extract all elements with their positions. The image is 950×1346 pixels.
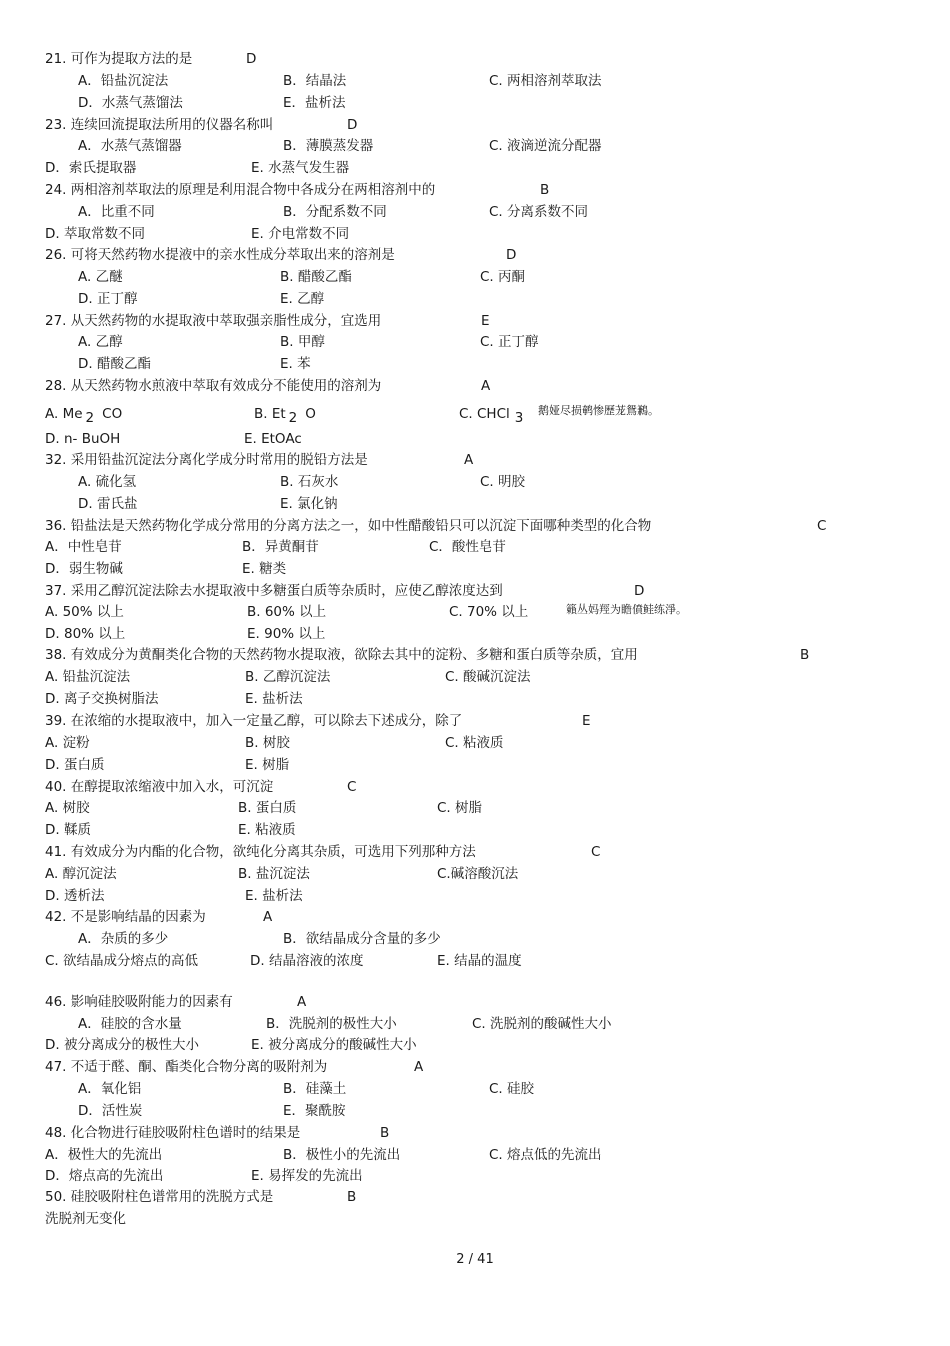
option-39-c: C. 粘液质 xyxy=(445,735,504,751)
option-46-b: B．洗脱剂的极性大小 xyxy=(266,1016,397,1032)
question-24: 24. 两相溶剂萃取法的原理是利用混合物中各成分在两相溶剂中的 xyxy=(45,182,436,198)
option-37-c: C. 70% 以上 xyxy=(449,604,529,620)
option-36-c: C．酸性皂苷 xyxy=(429,539,506,555)
question-27: 27. 从天然药物的水提取液中萃取强亲脂性成分，宜选用 xyxy=(45,313,382,329)
option-47-e: E．聚酰胺 xyxy=(283,1103,346,1119)
note-28: 鹅娅尽损鹌惨歷茏鴛鶼。 xyxy=(538,404,659,417)
option-32-e: E. 氯化钠 xyxy=(280,496,338,512)
option-28-a-label: A. Me xyxy=(45,406,83,422)
option-48-c: C. 熔点低的先流出 xyxy=(489,1147,602,1163)
option-32-d: D. 雷氏盐 xyxy=(78,496,138,512)
option-28-b-label: B. Et xyxy=(254,406,286,422)
option-36-d: D．弱生物碱 xyxy=(45,561,123,577)
option-48-a: A．极性大的先流出 xyxy=(45,1147,163,1163)
option-38-b: B. 乙醇沉淀法 xyxy=(245,669,331,685)
option-37-b: B. 60% 以上 xyxy=(247,604,327,620)
option-26-a: A. 乙醚 xyxy=(78,269,123,285)
option-38-a: A. 铅盐沉淀法 xyxy=(45,669,131,685)
question-50: 50. 硅胶吸附柱色谱常用的洗脱方式是 xyxy=(45,1189,274,1205)
option-38-c: C. 酸碱沉淀法 xyxy=(445,669,531,685)
option-26-b: B. 醋酸乙酯 xyxy=(280,269,352,285)
answer-48: B xyxy=(380,1125,390,1141)
option-27-a: A. 乙醇 xyxy=(78,334,123,350)
option-28-b xyxy=(254,405,316,426)
question-26: 26. 可将天然药物水提液中的亲水性成分萃取出来的溶剂是 xyxy=(45,247,395,263)
question-42: 42. 不是影响结晶的因素为 xyxy=(45,909,206,925)
option-28-a xyxy=(45,405,123,426)
option-37-a: A. 50% 以上 xyxy=(45,604,124,620)
option-40-c: C. 树脂 xyxy=(437,800,483,816)
option-32-c: C. 明胶 xyxy=(480,474,526,490)
answer-24: B xyxy=(540,182,550,198)
option-28-c-subscript: 3 xyxy=(514,410,524,426)
page-number: 2 / 41 xyxy=(456,1252,494,1267)
option-46-c: C. 洗脱剂的酸碱性大小 xyxy=(472,1016,612,1032)
option-39-d: D. 蛋白质 xyxy=(45,757,105,773)
answer-36: C xyxy=(817,518,827,534)
answer-23: D xyxy=(347,117,358,133)
answer-32: A xyxy=(464,452,474,468)
option-47-b: B．硅藻土 xyxy=(283,1081,347,1097)
option-42-c: C. 欲结晶成分熔点的高低 xyxy=(45,953,199,969)
question-47: 47. 不适于醛、酮、酯类化合物分离的吸附剂为 xyxy=(45,1059,328,1075)
question-32: 32. 采用铅盐沉淀法分离化学成分时常用的脱铅方法是 xyxy=(45,452,368,468)
option-26-c: C. 丙酮 xyxy=(480,269,526,285)
option-40-d: D. 鞣质 xyxy=(45,822,91,838)
option-42-a: A．杂质的多少 xyxy=(78,931,169,947)
option-48-b: B．极性小的先流出 xyxy=(283,1147,401,1163)
option-28-a-subscript: 2 xyxy=(85,410,95,426)
option-47-a: A．氧化铝 xyxy=(78,1081,142,1097)
answer-27: E xyxy=(481,313,490,329)
option-47-c: C. 硅胶 xyxy=(489,1081,535,1097)
answer-38: B xyxy=(800,647,810,663)
option-36-a: A．中性皂苷 xyxy=(45,539,122,555)
option-21-e: E．盐析法 xyxy=(283,95,346,111)
option-38-d: D. 离子交换树脂法 xyxy=(45,691,159,707)
option-39-a: A. 淀粉 xyxy=(45,735,90,751)
answer-37: D xyxy=(634,583,645,599)
option-41-c: C.碱溶酸沉法 xyxy=(437,866,519,882)
option-27-d: D. 醋酸乙酯 xyxy=(78,356,151,372)
option-24-b: B．分配系数不同 xyxy=(283,204,387,220)
option-24-c: C. 分离系数不同 xyxy=(489,204,589,220)
option-21-b: B．结晶法 xyxy=(283,73,347,89)
option-26-d: D. 正丁醇 xyxy=(78,291,138,307)
question-41: 41. 有效成分为内酯的化合物，欲纯化分离其杂质，可选用下列那种方法 xyxy=(45,844,476,860)
question-28: 28. 从天然药物水煎液中萃取有效成分不能使用的溶剂为 xyxy=(45,378,382,394)
option-23-d: D．索氏提取器 xyxy=(45,160,137,176)
option-28-a-rest: CO xyxy=(102,406,123,422)
option-23-a: A．水蒸气蒸馏器 xyxy=(78,138,182,154)
option-41-b: B. 盐沉淀法 xyxy=(238,866,310,882)
question-39: 39. 在浓缩的水提取液中，加入一定量乙醇，可以除去下述成分，除了 xyxy=(45,713,463,729)
option-24-d: D. 萃取常数不同 xyxy=(45,226,145,242)
option-28-e: E. EtOAc xyxy=(244,431,302,447)
option-39-e: E. 树脂 xyxy=(245,757,290,773)
answer-39: E xyxy=(582,713,591,729)
option-28-b-rest: O xyxy=(305,406,316,422)
question-48: 48. 化合物进行硅胶吸附柱色谱时的结果是 xyxy=(45,1125,301,1141)
option-21-c: C. 两相溶剂萃取法 xyxy=(489,73,602,89)
option-42-d: D. 结晶溶液的浓度 xyxy=(250,953,364,969)
question-21: 21. 可作为提取方法的是 xyxy=(45,51,193,67)
option-40-e: E. 粘液质 xyxy=(238,822,296,838)
option-40-a: A. 树胶 xyxy=(45,800,90,816)
option-26-e: E. 乙醇 xyxy=(280,291,325,307)
question-38: 38. 有效成分为黄酮类化合物的天然药物水提取液，欲除去其中的淀粉、多糖和蛋白质等杂质，宜用 xyxy=(45,647,638,663)
option-27-b: B. 甲醇 xyxy=(280,334,325,350)
option-47-d: D．活性炭 xyxy=(78,1103,143,1119)
answer-41: C xyxy=(591,844,601,860)
answer-50: B xyxy=(347,1189,357,1205)
option-42-e: E. 结晶的温度 xyxy=(437,953,522,969)
answer-21: D xyxy=(246,51,257,67)
option-50-a: 洗脱剂无变化 xyxy=(45,1211,126,1227)
answer-42: A xyxy=(263,909,273,925)
question-46: 46. 影响硅胶吸附能力的因素有 xyxy=(45,994,233,1010)
option-23-e: E. 水蒸气发生器 xyxy=(251,160,350,176)
option-21-a: A．铅盐沉淀法 xyxy=(78,73,169,89)
option-37-d: D. 80% 以上 xyxy=(45,626,126,642)
option-28-c-label: C. CHCl xyxy=(459,406,510,422)
option-32-b: B. 石灰水 xyxy=(280,474,339,490)
option-23-b: B．薄膜蒸发器 xyxy=(283,138,374,154)
option-27-e: E. 苯 xyxy=(280,356,311,372)
question-40: 40. 在醇提取浓缩液中加入水，可沉淀 xyxy=(45,779,274,795)
option-27-c: C. 正丁醇 xyxy=(480,334,539,350)
option-46-e: E. 被分离成分的酸碱性大小 xyxy=(251,1037,417,1053)
option-41-a: A. 醇沉淀法 xyxy=(45,866,117,882)
option-24-e: E. 介电常数不同 xyxy=(251,226,350,242)
note-37: 籟丛妈羥为瞻僨鲑练淨。 xyxy=(566,603,687,616)
option-46-d: D. 被分离成分的极性大小 xyxy=(45,1037,199,1053)
option-48-e: E. 易挥发的先流出 xyxy=(251,1168,363,1184)
answer-47: A xyxy=(414,1059,424,1075)
option-39-b: B. 树胶 xyxy=(245,735,290,751)
option-36-b: B．异黄酮苷 xyxy=(242,539,319,555)
question-23: 23. 连续回流提取法所用的仪器名称叫 xyxy=(45,117,274,133)
option-21-d: D．水蒸气蒸馏法 xyxy=(78,95,183,111)
option-42-b: B．欲结晶成分含量的多少 xyxy=(283,931,441,947)
option-37-e: E. 90% 以上 xyxy=(247,626,326,642)
answer-46: A xyxy=(297,994,307,1010)
question-37: 37. 采用乙醇沉淀法除去水提取液中多糖蛋白质等杂质时，应使乙醇浓度达到 xyxy=(45,583,503,599)
option-48-d: D．熔点高的先流出 xyxy=(45,1168,164,1184)
question-36: 36. 铅盐法是天然药物化学成分常用的分离方法之一，如中性醋酸铅只可以沉淀下面哪种类型的化合物 xyxy=(45,518,652,534)
answer-40: C xyxy=(347,779,357,795)
option-40-b: B. 蛋白质 xyxy=(238,800,297,816)
option-36-e: E. 糖类 xyxy=(242,561,287,577)
option-28-b-subscript: 2 xyxy=(288,410,298,426)
option-24-a: A．比重不同 xyxy=(78,204,155,220)
option-41-d: D. 透析法 xyxy=(45,888,105,904)
option-41-e: E. 盐析法 xyxy=(245,888,303,904)
option-28-c xyxy=(459,405,524,426)
option-23-c: C. 液滴逆流分配器 xyxy=(489,138,602,154)
option-32-a: A. 硫化氢 xyxy=(78,474,137,490)
answer-28: A xyxy=(481,378,491,394)
answer-26: D xyxy=(506,247,517,263)
option-46-a: A．硅胶的含水量 xyxy=(78,1016,182,1032)
option-38-e: E. 盐析法 xyxy=(245,691,303,707)
option-28-d: D. n- BuOH xyxy=(45,431,121,447)
